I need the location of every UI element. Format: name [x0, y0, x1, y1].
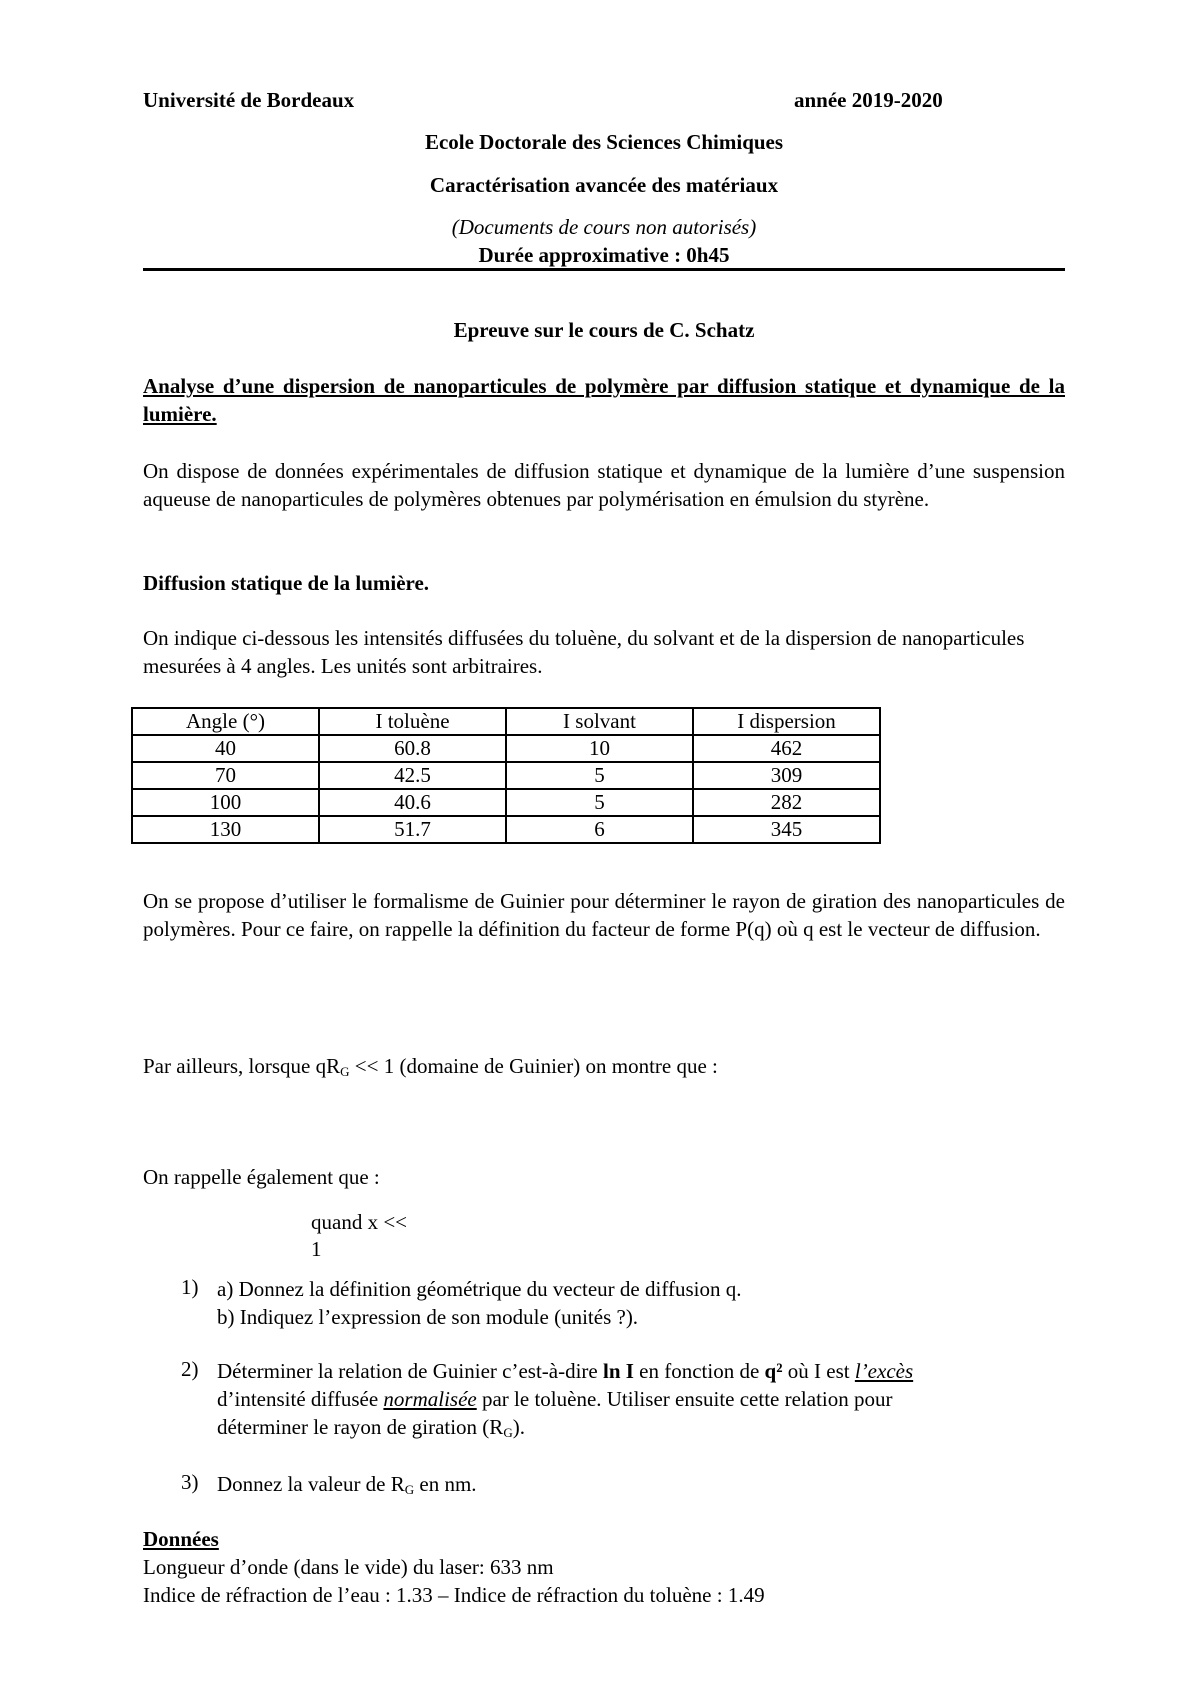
- table-header-row: [132, 708, 880, 735]
- question-2-line2: [217, 1385, 1057, 1413]
- header-divider: [143, 268, 1065, 271]
- table-cell: 40.6: [319, 789, 506, 816]
- university-name: Université de Bordeaux: [143, 88, 355, 112]
- question-number: 2): [181, 1357, 199, 1381]
- header-i-solvant: I solvant: [506, 708, 693, 735]
- table-row: [132, 735, 880, 762]
- table-cell: 309: [693, 762, 880, 789]
- table-cell: 70: [132, 762, 319, 789]
- table-cell: 5: [506, 762, 693, 789]
- table-cell: 6: [506, 816, 693, 843]
- table-cell: 462: [693, 735, 880, 762]
- subject-title: Analyse d’une dispersion de nanoparticules de polymère par diffusion statique et dynamique de la lumière.: [143, 374, 1065, 426]
- section-title: Diffusion statique de la lumière.: [143, 571, 430, 595]
- q2-text: déterminer le rayon de giration (R: [217, 1415, 504, 1439]
- table-cell: 40: [132, 735, 319, 762]
- table-row: [132, 789, 880, 816]
- question-number: 1): [181, 1275, 199, 1299]
- data-wavelength: Longueur d’onde (dans le vide) du laser: 633 nm: [143, 1555, 554, 1579]
- question-1b: b) Indiquez l’expression de son module (unités ?).: [217, 1305, 639, 1329]
- q3-text: Donnez la valeur de R: [217, 1472, 405, 1496]
- q2-text: ).: [512, 1415, 525, 1439]
- exam-duration: Durée approximative : 0h45: [478, 243, 730, 267]
- subscript-g: G: [340, 1064, 350, 1079]
- table-cell: 60.8: [319, 735, 506, 762]
- question-1a: a) Donnez la définition géométrique du vecteur de diffusion q.: [217, 1277, 742, 1301]
- q2-text: en fonction de: [633, 1359, 765, 1383]
- q2-ln-i: ln I: [602, 1359, 634, 1383]
- q2-text: où I est: [782, 1359, 855, 1383]
- academic-year: année 2019-2020: [794, 88, 943, 112]
- table-row: [132, 762, 880, 789]
- guinier-domain-text: Par ailleurs, lorsque qR: [143, 1054, 341, 1078]
- data-refractive-indices: Indice de réfraction de l’eau : 1.33 – Indice de réfraction du toluène : 1.49: [143, 1583, 765, 1607]
- table-cell: 100: [132, 789, 319, 816]
- approx-condition-line2: 1: [311, 1237, 322, 1261]
- data-section-title: Données: [143, 1527, 219, 1551]
- school-name: Ecole Doctorale des Sciences Chimiques: [424, 130, 784, 154]
- intensity-table: [131, 707, 881, 844]
- exam-title: Epreuve sur le cours de C. Schatz: [453, 318, 755, 342]
- table-cell: 5: [506, 789, 693, 816]
- q2-normalisee: normalisée: [383, 1387, 477, 1411]
- course-name: Caractérisation avancée des matériaux: [429, 173, 779, 197]
- question-3: [181, 1470, 1061, 1500]
- q3-text: en nm.: [414, 1472, 477, 1496]
- intro-paragraph: On dispose de données expérimentales de diffusion statique et dynamique de la lumière d’une suspension aqueuse de nanoparticules de polymères obtenues par polymérisation en émulsion du styrène.: [143, 459, 1065, 511]
- q2-q-squared: q²: [764, 1359, 783, 1383]
- table-cell: 282: [693, 789, 880, 816]
- approx-condition-line1: quand x <<: [311, 1210, 408, 1234]
- question-text: [217, 1357, 1057, 1447]
- table-row: [132, 816, 880, 843]
- subscript-g: G: [404, 1482, 415, 1497]
- table-cell: 10: [506, 735, 693, 762]
- question-number: 3): [181, 1470, 199, 1494]
- q2-text: Déterminer la relation de Guinier c’est-à-dire: [217, 1359, 603, 1383]
- question-2: [181, 1357, 1061, 1447]
- documents-note: (Documents de cours non autorisés): [451, 215, 757, 239]
- subscript-g: G: [503, 1425, 513, 1440]
- table-cell: 345: [693, 816, 880, 843]
- table-cell: 130: [132, 816, 319, 843]
- guinier-domain-text-end: << 1 (domaine de Guinier) on montre que :: [349, 1054, 718, 1078]
- guinier-domain-line: [143, 1054, 718, 1080]
- table-cell: 51.7: [319, 816, 506, 843]
- header-i-toluene: I toluène: [319, 708, 506, 735]
- q2-exces: l’excès: [854, 1359, 914, 1383]
- question-2-line1: [217, 1357, 1057, 1385]
- question-text: [217, 1275, 1057, 1331]
- question-1: [181, 1275, 1061, 1335]
- guinier-paragraph: On se propose d’utiliser le formalisme de Guinier pour déterminer le rayon de giration des nanoparticules de polymères. Pour ce faire, on rappelle la définition du facteur de forme P(q) où q est le vecteur de diffusion.: [143, 889, 1065, 941]
- question-2-line3: [217, 1413, 1057, 1447]
- recall-line: On rappelle également que :: [143, 1165, 380, 1189]
- header-i-dispersion: I dispersion: [693, 708, 880, 735]
- table-intro: On indique ci-dessous les intensités diffusées du toluène, du solvant et de la dispersion de nanoparticules mesurées à 4 angles. Les unités sont arbitraires.: [143, 626, 1025, 678]
- question-text: [217, 1470, 1057, 1504]
- header-angle: Angle (°): [132, 708, 319, 735]
- q2-text: par le toluène. Utiliser ensuite cette relation pour: [476, 1387, 893, 1411]
- q2-text: d’intensité diffusée: [217, 1387, 384, 1411]
- table-cell: 42.5: [319, 762, 506, 789]
